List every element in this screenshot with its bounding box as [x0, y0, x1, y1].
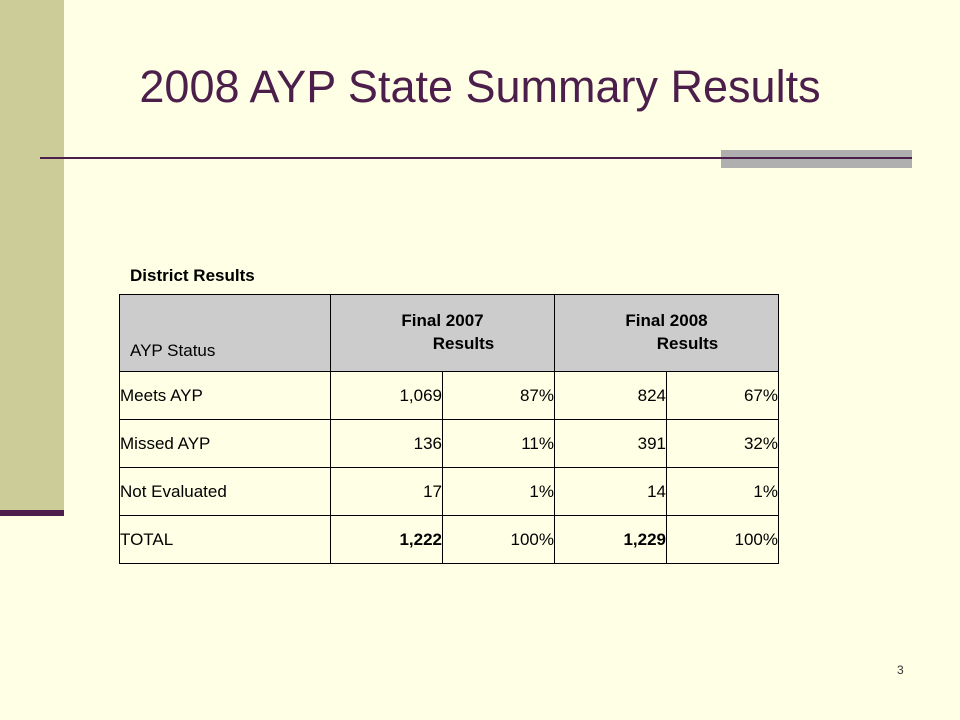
- title-underline-accent: [721, 150, 912, 168]
- row-count-2008: 824: [555, 372, 667, 420]
- row-count-2007: 136: [331, 420, 443, 468]
- row-count-2007: 1,222: [331, 516, 443, 564]
- row-count-2007: 1,069: [331, 372, 443, 420]
- row-pct-2007: 87%: [443, 372, 555, 420]
- row-pct-2008: 1%: [667, 468, 779, 516]
- table-header-row: [120, 295, 779, 372]
- header-final-2008: [555, 295, 779, 372]
- district-results-table: [119, 294, 779, 564]
- slide-title: 2008 AYP State Summary Results: [139, 61, 821, 112]
- table-row: [120, 468, 779, 516]
- header-ayp-status: AYP Status: [120, 295, 331, 372]
- header-final-2008-line1: Final 2008: [625, 311, 708, 331]
- side-decor-bar-foot: [0, 510, 64, 516]
- row-pct-2008: 67%: [667, 372, 779, 420]
- row-count-2007: 17: [331, 468, 443, 516]
- row-status: TOTAL: [120, 516, 331, 564]
- row-pct-2007: 1%: [443, 468, 555, 516]
- row-count-2008: 391: [555, 420, 667, 468]
- table-row-total: [120, 516, 779, 564]
- header-final-2008-line2: Results: [656, 334, 719, 353]
- title-underline: [40, 157, 721, 159]
- table-row: [120, 372, 779, 420]
- table-caption: District Results: [130, 266, 255, 285]
- row-count-2008: 14: [555, 468, 667, 516]
- row-status: Meets AYP: [120, 372, 331, 420]
- table-row: [120, 420, 779, 468]
- slide-number: 3: [897, 663, 904, 677]
- row-pct-2008: 100%: [667, 516, 779, 564]
- row-count-2008: 1,229: [555, 516, 667, 564]
- row-status: Not Evaluated: [120, 468, 331, 516]
- row-pct-2008: 32%: [667, 420, 779, 468]
- row-pct-2007: 100%: [443, 516, 555, 564]
- header-final-2007: [331, 295, 555, 372]
- header-final-2007-line1: Final 2007: [401, 311, 484, 331]
- header-final-2007-line2: Results: [432, 334, 495, 353]
- row-status: Missed AYP: [120, 420, 331, 468]
- row-pct-2007: 11%: [443, 420, 555, 468]
